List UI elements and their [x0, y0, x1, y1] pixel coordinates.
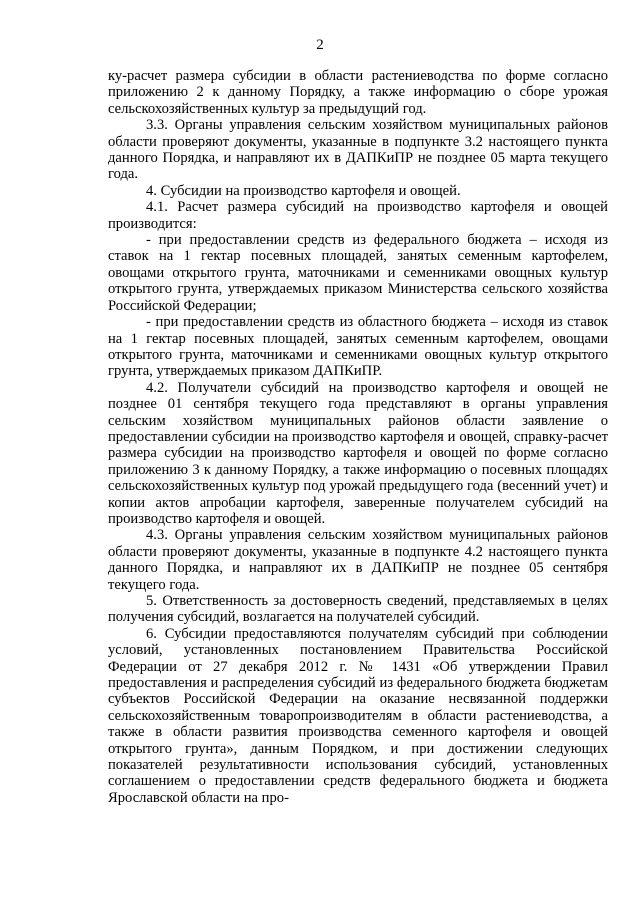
paragraph-continuation: ку-расчет размера субсидии в области растениеводства по форме согласно приложению 2 к данному Порядку, а также информацию о сборе урожая сельскохозяйственных культур за предыдущий год.: [108, 68, 608, 117]
paragraph-4: 4. Субсидии на производство картофеля и овощей.: [146, 182, 461, 199]
document-body: [108, 68, 608, 806]
paragraph-4-1-regional: - при предоставлении средств из областного бюджета – исходя из ставок на 1 гектар посевных площадей, занятых семенным картофелем, овощами открытого грунта, маточниками и семенниками овощных культур открытого грунта, утверждаемых приказом ДАПКиПР.: [108, 314, 608, 380]
paragraph-4-1-federal: - при предоставлении средств из федерального бюджета – исходя из ставок на 1 гектар посевных площадей, занятых семенным картофелем, овощами открытого грунта, маточниками и семенниками овощных культур открытого грунта, утверждаемых приказом Министерства сельского хозяйства Российской Федерации;: [108, 232, 608, 314]
paragraph-4-1: 4.1. Расчет размера субсидий на производство картофеля и овощей производится:: [108, 199, 608, 232]
paragraph-3-3: 3.3. Органы управления сельским хозяйством муниципальных районов области проверяют документы, указанные в подпункте 3.2 настоящего пункта данного Порядка, и направляют их в ДАПКиПР не позднее 05 марта текущего года.: [108, 117, 608, 183]
paragraph-4-2: 4.2. Получатели субсидий на производство картофеля и овощей не позднее 01 сентября текущего года представляют в органы управления сельским хозяйством муниципальных районов области заявление о предоставлении субсидии на производство картофеля и овощей, справку-расчет размера субсидии на производство картофеля и овощей по форме согласно приложению 3 к данному Порядку, а также информацию о посевных площадях сельскохозяйственных культур под урожай предыдущего года (весенний учет) и копии актов апробации картофеля, заверенные получателем субсидий на производство картофеля и овощей.: [108, 379, 608, 527]
paragraph-6: 6. Субсидии предоставляются получателям субсидий при соблюдении условий, установленных постановлением Правительства Российской Федерации от 27 декабря 2012 г. № 1431 «Об утверждении Правил предоставления и распределения субсидий из федерального бюджета бюджетам субъектов Российской Федерации на оказание несвязанной поддержки сельскохозяйственным товаропроизводителям в области растениеводства, а также в области развития производства семенного картофеля и овощей открытого грунта», данным Порядком, и при достижении следующих показателей результативности использования субсидий, установленных соглашением о предоставлении средств федерального бюджета и бюджета Ярославской области на про-: [108, 625, 608, 806]
paragraph-5: 5. Ответственность за достоверность сведений, представляемых в целях получения субсидий, возлагается на получателей субсидий.: [108, 593, 608, 626]
paragraph-4-3: 4.3. Органы управления сельским хозяйством муниципальных районов области проверяют документы, указанные в подпункте 4.2 настоящего пункта данного Порядка, и направляют их в ДАПКиПР не позднее 05 сентября текущего года.: [108, 527, 608, 593]
page-number: 2: [316, 37, 324, 53]
